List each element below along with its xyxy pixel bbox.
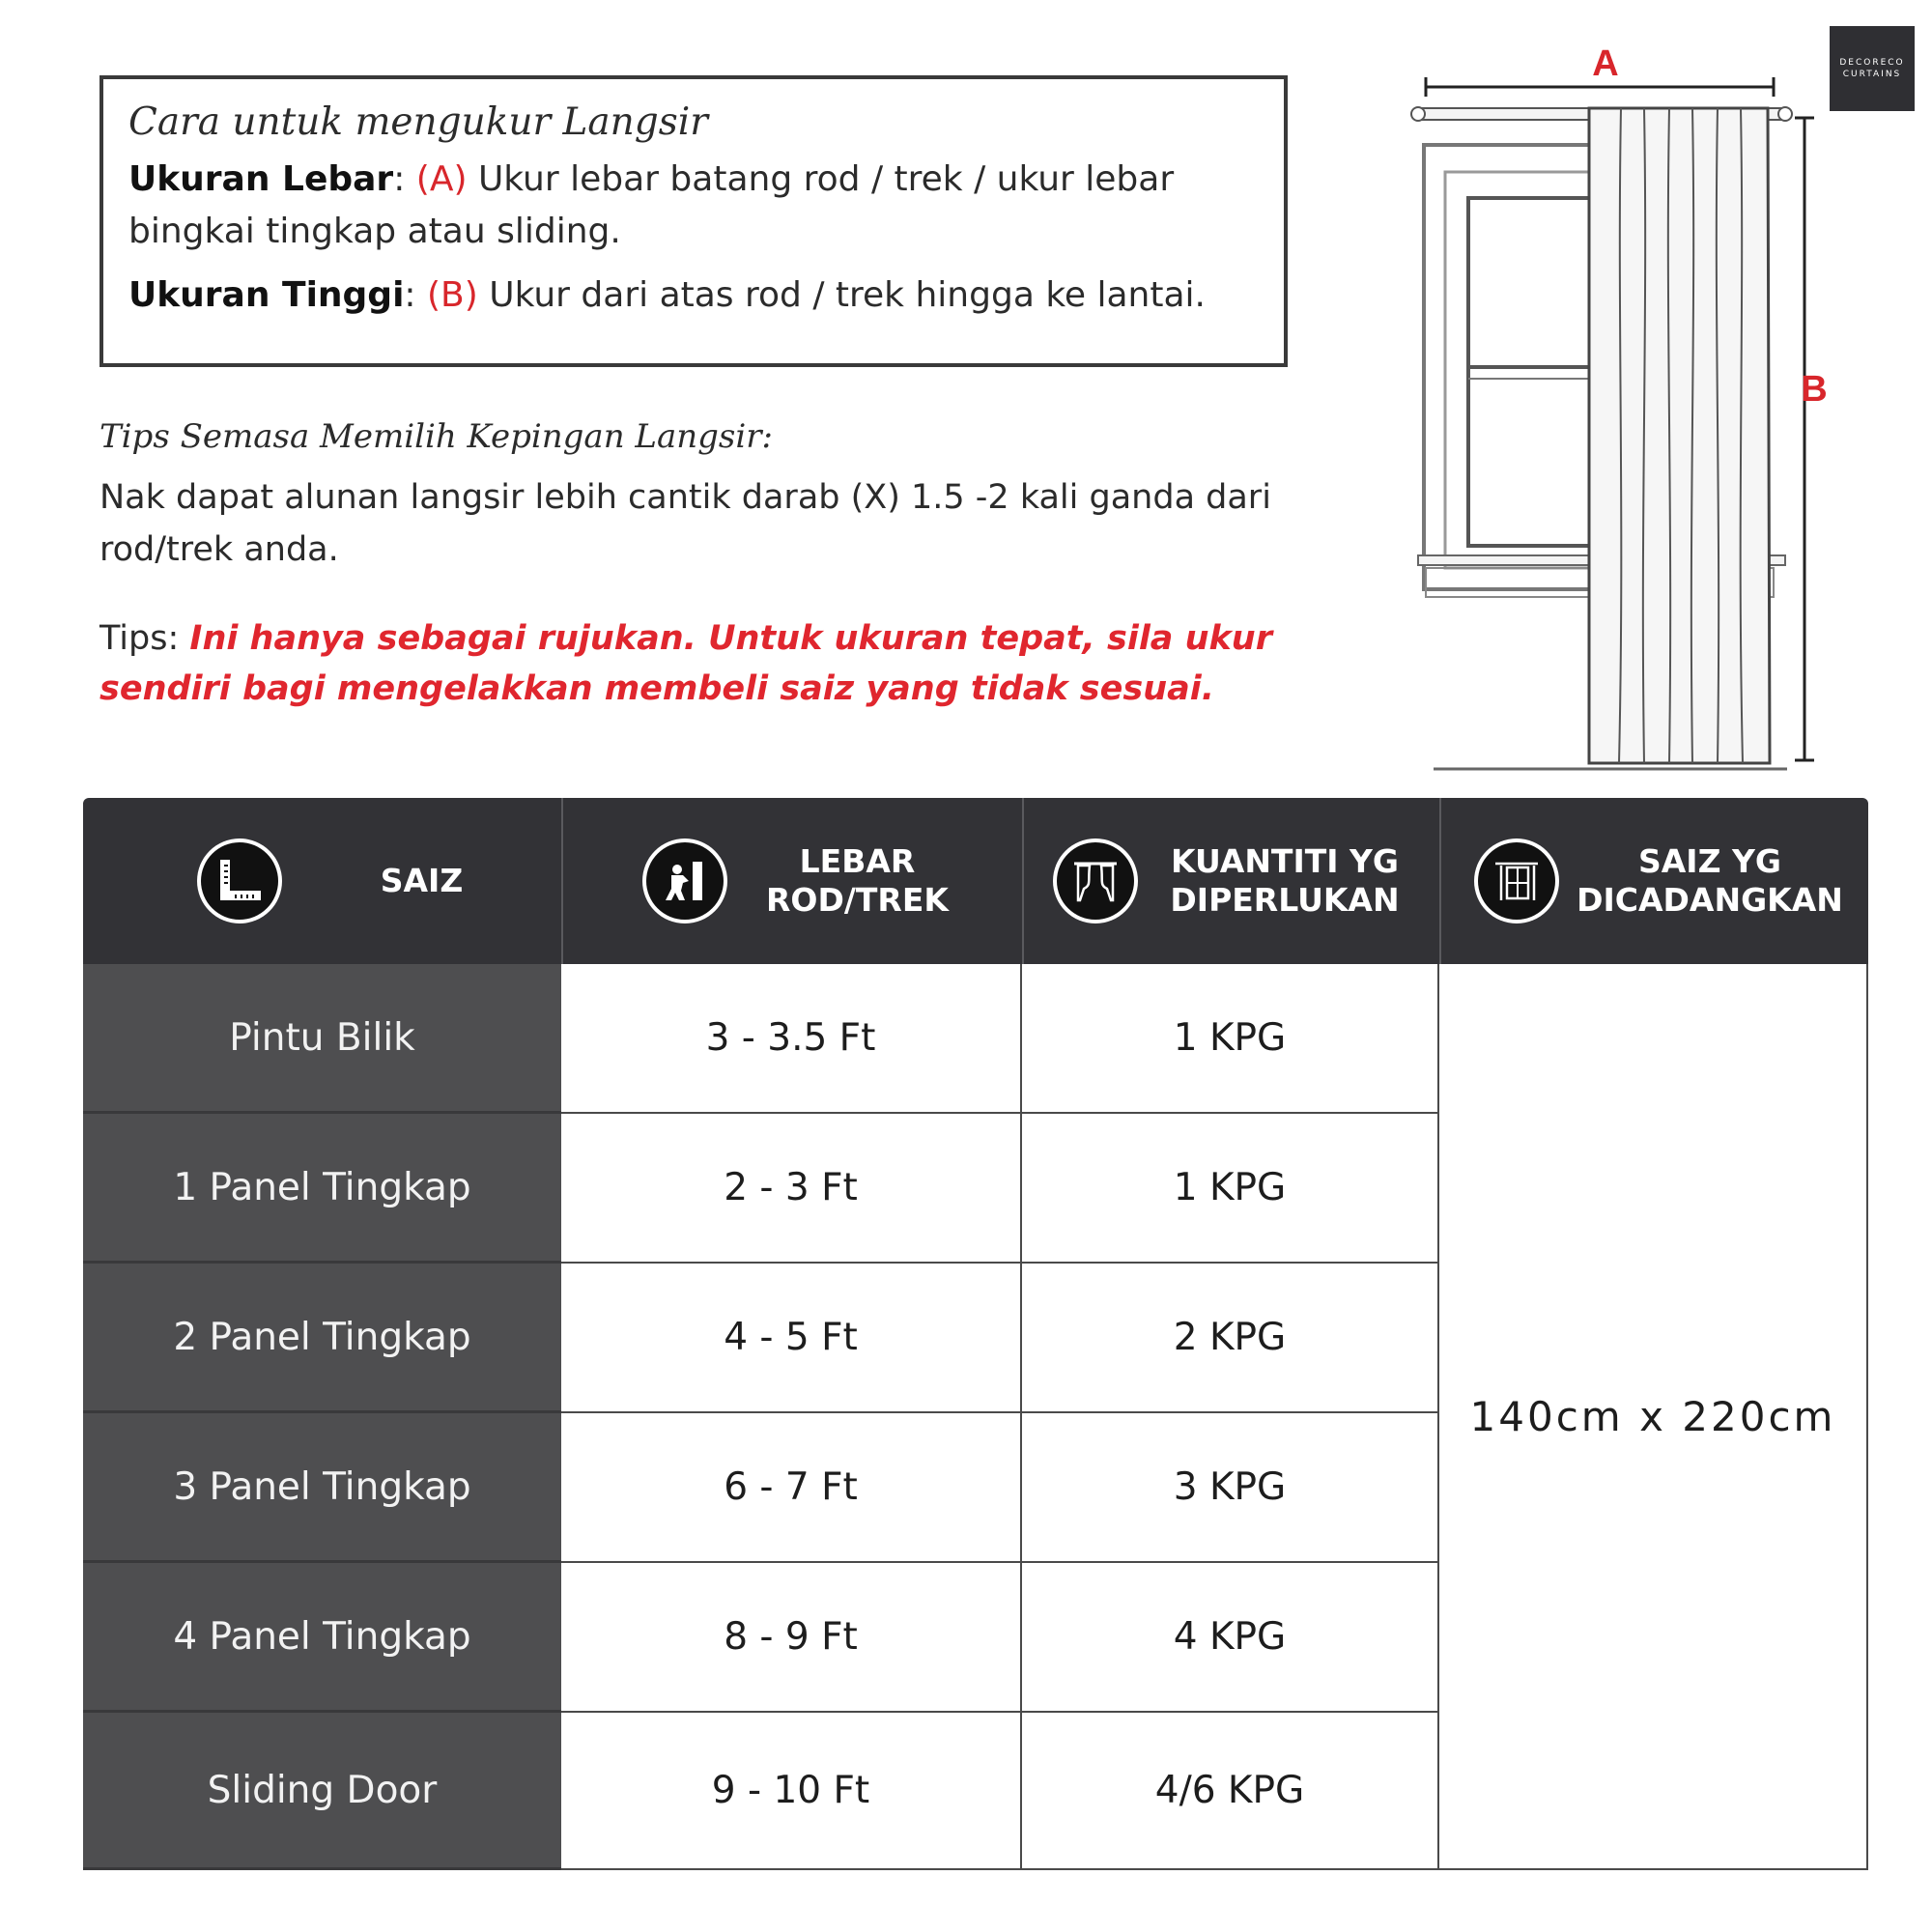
- row-size-name: 4 Panel Tingkap: [83, 1563, 561, 1713]
- header-lebar-label: LEBAR ROD/TREK: [766, 842, 949, 919]
- width-instruction: [128, 154, 1259, 258]
- width-tag: (A): [415, 159, 468, 199]
- header-saiz: [83, 798, 561, 964]
- row-size-name: 3 Panel Tingkap: [83, 1413, 561, 1563]
- row-quantity: 2 KPG: [1022, 1264, 1439, 1413]
- row-size-name: 1 Panel Tingkap: [83, 1114, 561, 1264]
- tips-note-label: Tips:: [99, 619, 180, 658]
- tips-text: Nak dapat alunan langsir lebih cantik darab (X) 1.5 -2 kali ganda dari rod/trek anda.: [99, 478, 1271, 569]
- header-cadangan: [1439, 798, 1868, 964]
- height-tag: (B): [427, 275, 478, 315]
- row-rod-width: 6 - 7 Ft: [561, 1413, 1022, 1563]
- row-size-name: Sliding Door: [83, 1713, 561, 1870]
- guide-title: Cara untuk mengukur Langsir: [128, 100, 708, 144]
- brand-logo: [1830, 26, 1915, 111]
- row-quantity: 3 KPG: [1022, 1413, 1439, 1563]
- height-label: Ukuran Tinggi: [128, 275, 405, 315]
- tips-note: [99, 613, 1355, 714]
- row-quantity: 1 KPG: [1022, 1114, 1439, 1264]
- dimension-label-a: A: [1592, 43, 1619, 84]
- width-label: Ukuran Lebar: [128, 159, 394, 199]
- logo-line-1: DECORECO: [1839, 58, 1905, 68]
- dimension-label-b: B: [1801, 369, 1828, 410]
- width-colon: :: [393, 159, 406, 199]
- row-rod-width: 2 - 3 Ft: [561, 1114, 1022, 1264]
- curtain-icon: [1053, 838, 1138, 923]
- row-size-name: Pintu Bilik: [83, 964, 561, 1114]
- row-rod-width: 8 - 9 Ft: [561, 1563, 1022, 1713]
- row-rod-width: 9 - 10 Ft: [561, 1713, 1022, 1870]
- logo-line-2: CURTAINS: [1842, 70, 1902, 79]
- curtain-size-table: [83, 798, 1868, 1870]
- row-quantity: 4/6 KPG: [1022, 1713, 1439, 1870]
- header-cadangan-label: SAIZ YG DICADANGKAN: [1577, 842, 1843, 919]
- table-header: [83, 798, 1868, 964]
- header-kuantiti: [1022, 798, 1439, 964]
- header-lebar: [561, 798, 1022, 964]
- row-quantity: 1 KPG: [1022, 964, 1439, 1114]
- height-text: Ukur dari atas rod / trek hingga ke lantai.: [489, 275, 1206, 315]
- suggested-size-cell: 140cm x 220cm: [1439, 964, 1868, 1870]
- curtain-measurement-diagram: [1391, 29, 1828, 773]
- measuring-guide-box: [99, 75, 1288, 367]
- row-size-name: 2 Panel Tingkap: [83, 1264, 561, 1413]
- header-kuantiti-label: KUANTITI YG DIPERLUKAN: [1170, 842, 1400, 919]
- row-rod-width: 4 - 5 Ft: [561, 1264, 1022, 1413]
- tips-warning: Ini hanya sebagai rujukan. Untuk ukuran tepat, sila ukur sendiri bagi mengelakkan membeli saiz yang tidak sesuai.: [99, 619, 1272, 708]
- row-quantity: 4 KPG: [1022, 1563, 1439, 1713]
- height-instruction: [128, 270, 1259, 322]
- person-measuring-icon: [642, 838, 727, 923]
- row-rod-width: 3 - 3.5 Ft: [561, 964, 1022, 1114]
- height-colon: :: [404, 275, 416, 315]
- tips-title: Tips Semasa Memilih Kepingan Langsir:: [99, 417, 773, 456]
- header-saiz-label: SAIZ: [380, 862, 464, 899]
- width-text: Ukur lebar batang rod / trek / ukur lebar bingkai tingkap atau sliding.: [128, 159, 1175, 251]
- ruler-square-icon: [197, 838, 282, 923]
- window-frame-icon: [1474, 838, 1559, 923]
